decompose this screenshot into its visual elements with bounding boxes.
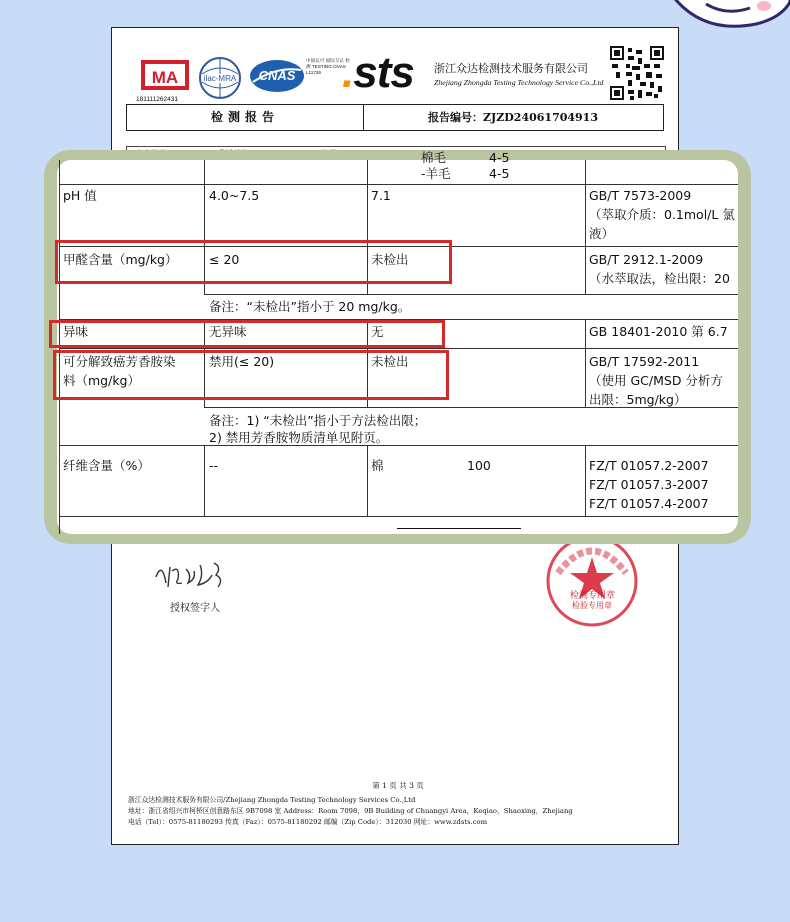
mascot-illustration bbox=[666, 0, 790, 34]
amine-method: GB/T 17592-2011 bbox=[589, 354, 700, 369]
authorized-signatory: 授权签字人 bbox=[170, 603, 220, 614]
company-name-cn: 浙江众达检测技术服务有限公司 bbox=[434, 62, 588, 75]
amine-note-2: 2) 禁用芳香胺物质清单见附页。 bbox=[209, 430, 389, 445]
zoomed-results-table bbox=[57, 150, 738, 534]
footer-contact: 电话（Tel）：0575-81180293 传真（Faz）：0575-81180292 邮编（Zip Code）：312030 网址：www.zdsts.com bbox=[128, 818, 488, 826]
formaldehyde-method-detail: （水萃取法，检出限：20 bbox=[589, 271, 730, 286]
partial-row-line2: -羊毛 bbox=[421, 166, 451, 181]
cnas-caption: 中国认可 国际互认 检测 TESTING CNAS L11726 bbox=[306, 58, 350, 75]
company-name-en: Zhejiang Zhongda Testing Technology Service Co.,Ltd bbox=[434, 78, 604, 87]
odor-result: 无 bbox=[371, 324, 384, 339]
seal-text-sub: 检验专用章 bbox=[572, 601, 612, 610]
highlight-aromatic-amines bbox=[53, 350, 449, 400]
cma-number: 181111262431 bbox=[136, 96, 178, 103]
amine-item: 可分解致癌芳香胺染 bbox=[63, 354, 176, 369]
ph-requirement: 4.0~7.5 bbox=[209, 188, 260, 203]
fiber-method-2: FZ/T 01057.3-2007 bbox=[589, 477, 709, 492]
amine-result: 未检出 bbox=[371, 354, 409, 369]
zoom-callout-card bbox=[44, 150, 751, 544]
ph-item: pH 值 bbox=[63, 188, 97, 203]
fiber-result-value: 100 bbox=[467, 458, 491, 473]
fiber-method-1: FZ/T 01057.2-2007 bbox=[589, 458, 709, 473]
report-number: 报告编号：ZJZD24061704913 bbox=[428, 111, 598, 124]
official-seal-icon bbox=[544, 533, 640, 629]
svg-text:MA: MA bbox=[151, 68, 179, 87]
ilac-mra-logo-icon bbox=[198, 56, 242, 100]
amine-requirement: 禁用(≤ 20) bbox=[209, 354, 275, 369]
formaldehyde-item: 甲醛含量（mg/kg） bbox=[63, 252, 178, 267]
cma-logo-icon bbox=[139, 58, 191, 96]
fiber-result: 棉 bbox=[371, 458, 384, 473]
odor-method: GB 18401-2010 第 6.7 bbox=[589, 324, 728, 339]
amine-method-detail: （使用 GC/MSD 分析方 bbox=[589, 373, 723, 388]
sts-brand-logo: .sts bbox=[342, 48, 414, 97]
report-header-row bbox=[126, 104, 664, 131]
amine-note-1: 备注：1) “未检出”指小于方法检出限； bbox=[209, 413, 427, 428]
svg-text:CNAS: CNAS bbox=[258, 68, 296, 83]
partial-row-line1-value: 4-5 bbox=[489, 150, 510, 165]
odor-requirement: 无异味 bbox=[209, 324, 247, 339]
formaldehyde-note: 备注：“未检出”指小于 20 mg/kg。 bbox=[209, 299, 411, 314]
formaldehyde-method: GB/T 2912.1-2009 bbox=[589, 252, 704, 267]
highlight-odor bbox=[49, 320, 445, 348]
fiber-item: 纤维含量（%） bbox=[63, 458, 150, 473]
fiber-method-3: FZ/T 01057.4-2007 bbox=[589, 496, 709, 511]
cnas-logo-icon bbox=[249, 56, 305, 96]
odor-item: 异味 bbox=[63, 324, 89, 339]
svg-text:ilac-MRA: ilac-MRA bbox=[203, 74, 237, 83]
report-logo-bar bbox=[134, 46, 664, 104]
fiber-requirement: -- bbox=[209, 458, 219, 473]
footer-address: 地址：浙江省绍兴市柯桥区创意路东区 9B7098 室 Address：Room 7098，9B Building of Chuangyi Area，Keqiao，Shaoxing，Zhejiang bbox=[128, 807, 573, 815]
footer-company: 浙江众达检测技术服务有限公司/Zhejiang Zhongda Testing Technology Services Co.,Ltd bbox=[128, 796, 416, 804]
ph-method: GB/T 7573-2009 bbox=[589, 188, 692, 203]
page-number: 第 1 页 共 3 页 bbox=[372, 781, 424, 790]
ph-method-detail2: 液） bbox=[589, 226, 615, 241]
ph-method-detail: （萃取介质：0.1mol/L 氯 bbox=[589, 207, 735, 222]
report-title: 检测报告 bbox=[127, 105, 364, 130]
formaldehyde-result: 未检出 bbox=[371, 252, 409, 267]
qr-code-icon bbox=[610, 46, 664, 100]
amine-method-detail2: 出限：5mg/kg） bbox=[589, 392, 687, 407]
handwritten-signature bbox=[152, 553, 242, 593]
seal-text-main: 检测专用章 bbox=[570, 591, 616, 601]
highlight-formaldehyde bbox=[55, 240, 452, 284]
partial-row-line1: 棉毛 bbox=[421, 150, 447, 165]
formaldehyde-requirement: ≤ 20 bbox=[209, 252, 240, 267]
report-footer bbox=[128, 780, 668, 828]
amine-item-unit: 料（mg/kg） bbox=[63, 373, 140, 388]
ph-result: 7.1 bbox=[371, 188, 391, 203]
partial-row-line2-value: 4-5 bbox=[489, 166, 510, 181]
